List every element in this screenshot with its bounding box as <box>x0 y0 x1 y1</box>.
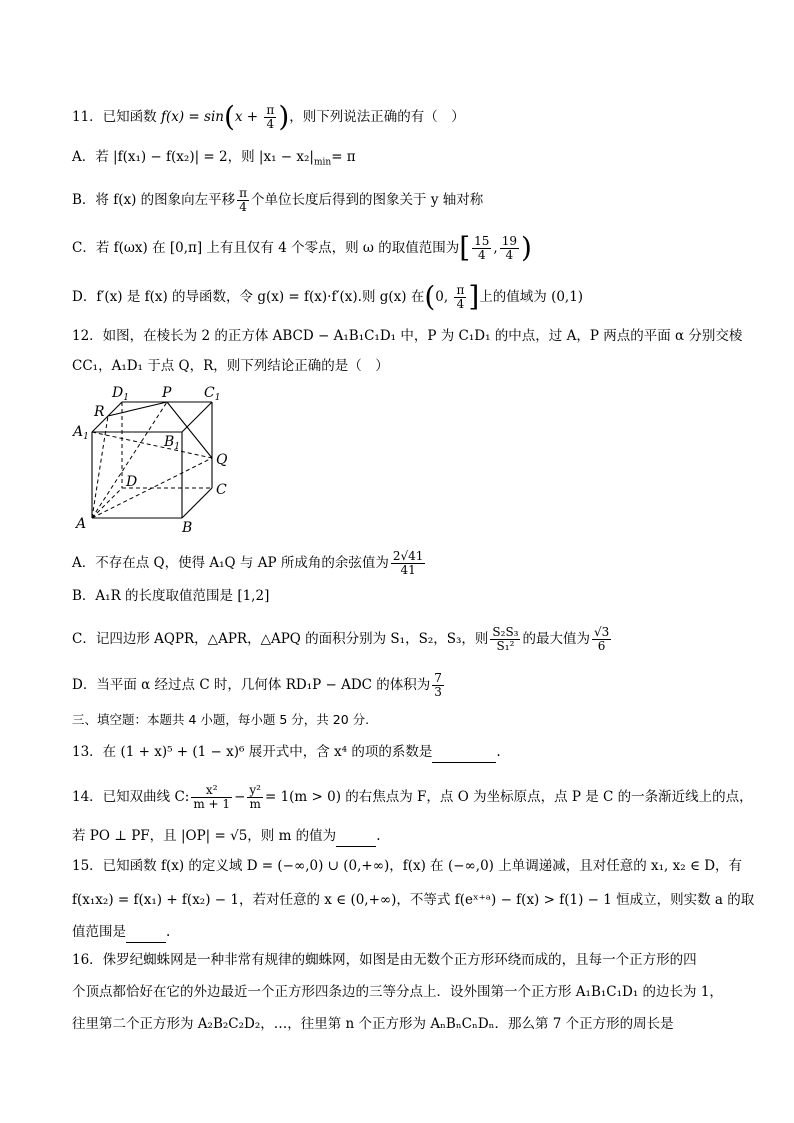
q16-line1: 16．侏罗纪蜘蛛网是一种非常有规律的蜘蛛网，如图是由无数个正方形环绕而成的，且每一个正方形的四 <box>72 952 697 968</box>
q12-option-c: C．记四边形 AQPR，△APR，△APQ 的面积分别为 S₁，S₂，S₃，则 $\frac{\text{S₂S₃}}{\text{S₁²}}$ 的最大值为 $\frac{√3}{6}$ <box>72 625 610 653</box>
segment-rp <box>108 402 167 416</box>
edge-bc <box>182 488 212 518</box>
q13-answer-blank[interactable] <box>432 742 496 763</box>
q11-option-a: A．若 |f(x₁) − f(x₂)| = 2，则 $|x_1 - x_2|_{min}= \pi$ <box>72 149 356 168</box>
q16-line2: 个顶点都恰好在它的外边最近一个正方形四条边的三等分点上．设外围第一个正方形 A₁B₁C₁D₁ 的边长为 1， <box>72 984 723 1000</box>
cube-figure <box>70 382 240 534</box>
q11-option-c: C．若 f(ωx) 在 [0,π] 上有且仅有 4 个零点，则 ω 的取值范围为[ $\frac{15}{4}$ , $\frac{19}{4}$ ) <box>72 230 532 264</box>
q14-answer-blank[interactable] <box>336 826 376 847</box>
label-b: B <box>182 520 193 534</box>
hidden-edge-ad <box>92 488 122 518</box>
section-3-heading: 三、填空题：本题共 4 小题，每小题 5 分，共 20 分. <box>72 712 370 727</box>
q11-stem: 11．已知函数 f(x) = sin(x + $\frac{\pi}{4}$ )，则下列说法正确的有（ ） <box>72 99 465 133</box>
q14-line2: 若 PO ⊥ PF，且 |OP| = √5，则 m 的值为 . <box>72 826 380 847</box>
q13: 13．在 (1 + x)⁵ + (1 − x)⁶ 展开式中，含 x⁴ 的项的系数是 . <box>72 742 501 763</box>
q15-line3: 值范围是 . <box>72 922 170 943</box>
pi-over-4-fraction: $\frac{\pi}{4}$ <box>266 103 275 131</box>
q16-line3: 往里第二个正方形为 A₂B₂C₂D₂，…，往里第 n 个正方形为 AₙBₙCₙDₙ．那么第 7 个正方形的周长是 <box>72 1016 674 1032</box>
q12-option-a: A．不存在点 Q，使得 A₁Q 与 AP 所成角的余弦值为 $\frac{2√41}{41}$ <box>72 549 424 577</box>
shift-fraction: $\frac{\pi}{4}$ <box>239 186 248 214</box>
q12-option-d: D．当平面 α 经过点 C 时，几何体 RD₁P − ADC 的体积为 $\frac{7}{3}$ <box>72 671 442 699</box>
q12-stem-line2: CC₁，A₁D₁ 于点 Q，R，则下列结论正确的是（ ） <box>72 358 389 374</box>
q12-option-b: B．A₁R 的长度取值范围是 [1,2] <box>72 588 270 604</box>
q15-answer-blank[interactable] <box>126 922 166 943</box>
q12-stem-line1: 12．如图，在棱长为 2 的正方体 ABCD − A₁B₁C₁D₁ 中，P 为 C₁D₁ 的中点，过 A，P 两点的平面 α 分别交棱 <box>72 328 743 344</box>
label-a: A <box>76 516 87 532</box>
q14-line1: 14．已知双曲线 C: $\frac{\text{x²}}{m + 1}$ − $\frac{\text{y²}}{m}$ = 1(m > 0) 的右焦点为 F，点 O 为坐标原点，点 P 是 C 的一条渐近线上的点， <box>72 783 753 811</box>
label-p: P <box>162 385 172 401</box>
edge-b1c1 <box>182 402 212 432</box>
label-q: Q <box>216 452 228 468</box>
label-c1: $C_1$ <box>204 385 221 403</box>
q15-line2: f(x₁x₂) = f(x₁) + f(x₂) − 1，若对任意的 x ∈ (0,+∞)，不等式 f(eˣ⁺ᵃ) − f(x) > f(1) − 1 恒成立，则实数 a 的取 <box>72 892 755 908</box>
q11-option-b: B．将 f(x) 的图象向左平移 $\frac{\pi}{4}$ 个单位长度后得到的图象关于 y 轴对称 <box>72 186 484 214</box>
label-c: C <box>216 482 227 498</box>
label-r: R <box>94 404 105 420</box>
q15-line1: 15．已知函数 f(x) 的定义域 D = (−∞,0) ∪ (0,+∞)，f(x) 在 (−∞,0) 上单调递减，且对任意的 x₁, x₂ ∈ D，有 <box>72 858 743 874</box>
segment-ar <box>92 416 108 518</box>
q11-option-d: D．f′(x) 是 f(x) 的导函数，令 g(x) = f(x)·f′(x).则 g(x) 在(0, $\frac{\pi}{4}$ ]上的值域为 (0,1) <box>72 279 584 313</box>
label-b1: $B_1$ <box>164 434 181 452</box>
label-a1: $A_1$ <box>73 424 89 442</box>
label-d: D <box>126 474 138 490</box>
label-d1: $D_1$ <box>112 385 129 403</box>
